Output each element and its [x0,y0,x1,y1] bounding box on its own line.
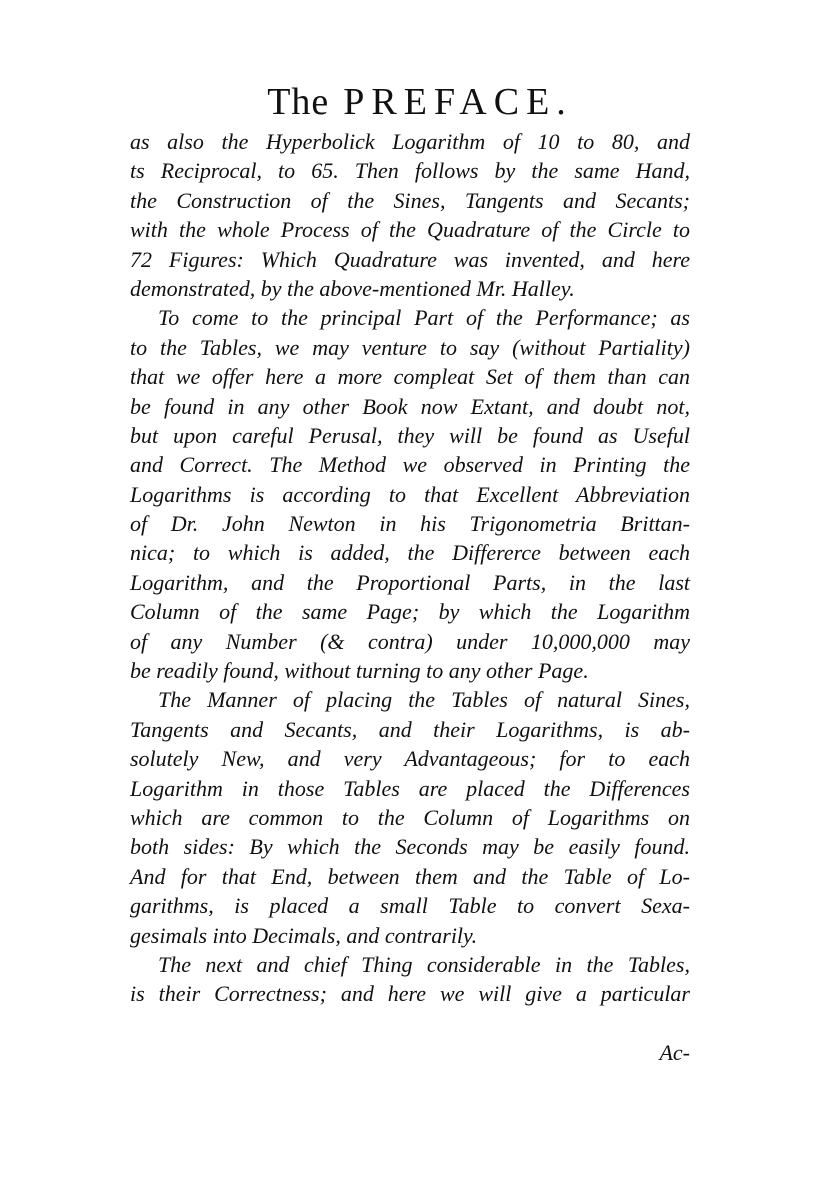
text-line: Column of the same Page; by which the Logarithm [130,599,690,625]
heading-preface: PREFACE. [343,81,573,123]
text-line: demonstrated, by the above-mentioned Mr. Halley. [130,275,575,301]
text-line: is their Correctness; and here we will give a particular [130,981,690,1007]
text-line: The next and chief Thing considerable in the Tables, [158,951,690,977]
text-line: both sides: By which the Seconds may be easily found. [130,834,690,860]
text-line: with the whole Process of the Quadrature of the Circle to [130,217,690,243]
text-line: as also the Hyperbolick Logarithm of 10 to 80, and [130,129,690,154]
text-line: of any Number (& contra) under 10,000,000 may [130,628,690,654]
text-line: be readily found, without turning to any other Page. [130,658,589,684]
text-line: Logarithms is according to that Excellent Abbreviation [130,481,690,507]
text-line: which are common to the Column of Logarithms on [130,804,690,830]
text-line: gesimals into Decimals, and contrarily. [130,922,478,948]
paragraph-1 [130,127,690,303]
catchword: Ac- [659,1040,690,1065]
text-line: solutely New, and very Advantageous; for to each [130,746,690,772]
text-line: Logarithm, and the Proportional Parts, in the last [130,569,690,595]
text-line: that we offer here a more compleat Set of them than can [130,364,690,390]
paragraph-3 [130,685,690,950]
preface-body [130,127,690,1009]
page-heading [0,78,840,126]
text-line: and Correct. The Method we observed in Printing the [130,452,690,478]
paragraph-4 [130,950,690,1009]
text-line: 72 Figures: Which Quadrature was invented, and here [130,246,690,272]
text-line: The Manner of placing the Tables of natural Sines, [158,687,690,713]
text-line: the Construction of the Sines, Tangents and Secants; [130,187,690,213]
text-line: And for that End, between them and the Table of Lo- [130,863,690,889]
text-line: Logarithm in those Tables are placed the Differences [130,775,690,801]
text-line: Tangents and Secants, and their Logarithms, is ab- [130,716,690,742]
heading-the: The [267,81,330,123]
text-line: ts Reciprocal, to 65. Then follows by the same Hand, [130,158,690,184]
text-line: be found in any other Book now Extant, and doubt not, [130,393,690,419]
text-line: garithms, is placed a small Table to convert Sexa- [130,893,690,919]
text-line: of Dr. John Newton in his Trigonometria Brittan- [130,511,690,537]
text-line: but upon careful Perusal, they will be found as Useful [130,422,690,448]
text-line: nica; to which is added, the Differerce between each [130,540,690,566]
text-line: To come to the principal Part of the Performance; as [158,305,690,331]
paragraph-2 [130,303,690,685]
text-line: to the Tables, we may venture to say (without Partiality) [130,334,690,360]
